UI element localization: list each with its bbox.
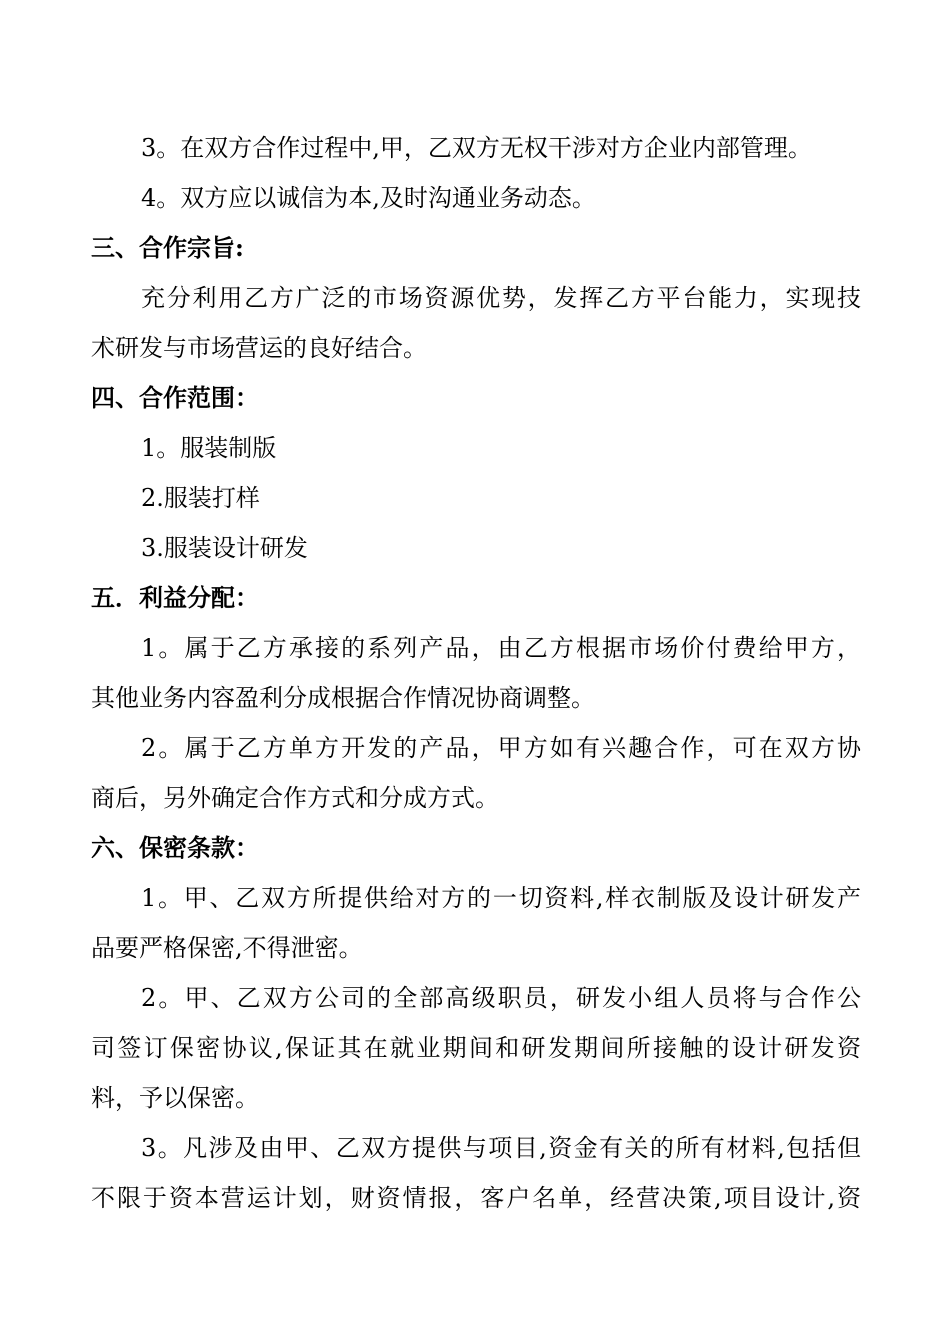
clause-2-4: 4。双方应以诚信为本,及时沟通业务动态。 xyxy=(141,184,596,212)
confidentiality-item-1-line-2: 品要严格保密,不得泄密。 xyxy=(91,934,363,962)
section-heading-confidentiality: 六、保密条款： xyxy=(91,833,259,862)
profit-item-2-line-2: 商后，另外确定合作方式和分成方式。 xyxy=(91,784,499,812)
purpose-paragraph-line-1: 充分利用乙方广泛的市场资源优势，发挥乙方平台能力，实现技 xyxy=(141,284,861,312)
section-heading-purpose: 三、合作宗旨: xyxy=(91,233,244,262)
confidentiality-item-3-line-1: 3。凡涉及由甲、乙双方提供与项目,资金有关的所有材料,包括但 xyxy=(141,1134,861,1162)
section-heading-profit: 五．利益分配： xyxy=(91,583,259,612)
clause-2-3: 3。在双方合作过程中,甲，乙双方无权干涉对方企业内部管理。 xyxy=(141,134,812,162)
confidentiality-item-1-line-1: 1。甲、乙双方所提供给对方的一切资料,样衣制版及设计研发产 xyxy=(141,884,861,912)
profit-item-1-line-1: 1。属于乙方承接的系列产品，由乙方根据市场价付费给甲方， xyxy=(141,634,861,662)
scope-item-2: 2.服装打样 xyxy=(141,484,260,512)
scope-item-1: 1。服装制版 xyxy=(141,434,277,462)
confidentiality-item-2-line-1: 2。甲、乙双方公司的全部高级职员，研发小组人员将与合作公 xyxy=(141,984,861,1012)
profit-item-2-line-1: 2。属于乙方单方开发的产品，甲方如有兴趣合作，可在双方协 xyxy=(141,734,861,762)
confidentiality-item-2-line-2: 司签订保密协议,保证其在就业期间和研发期间所接触的设计研发资 xyxy=(91,1034,861,1062)
purpose-paragraph-line-2: 术研发与市场营运的良好结合。 xyxy=(91,334,427,362)
section-heading-scope: 四、合作范围： xyxy=(91,383,259,412)
profit-item-1-line-2: 其他业务内容盈利分成根据合作情况协商调整。 xyxy=(91,684,595,712)
confidentiality-item-2-line-3: 料，予以保密。 xyxy=(91,1084,259,1112)
scope-item-3: 3.服装设计研发 xyxy=(141,534,308,562)
confidentiality-item-3-line-2: 不限于资本营运计划，财资情报，客户名单，经营决策,项目设计,资 xyxy=(91,1184,861,1212)
